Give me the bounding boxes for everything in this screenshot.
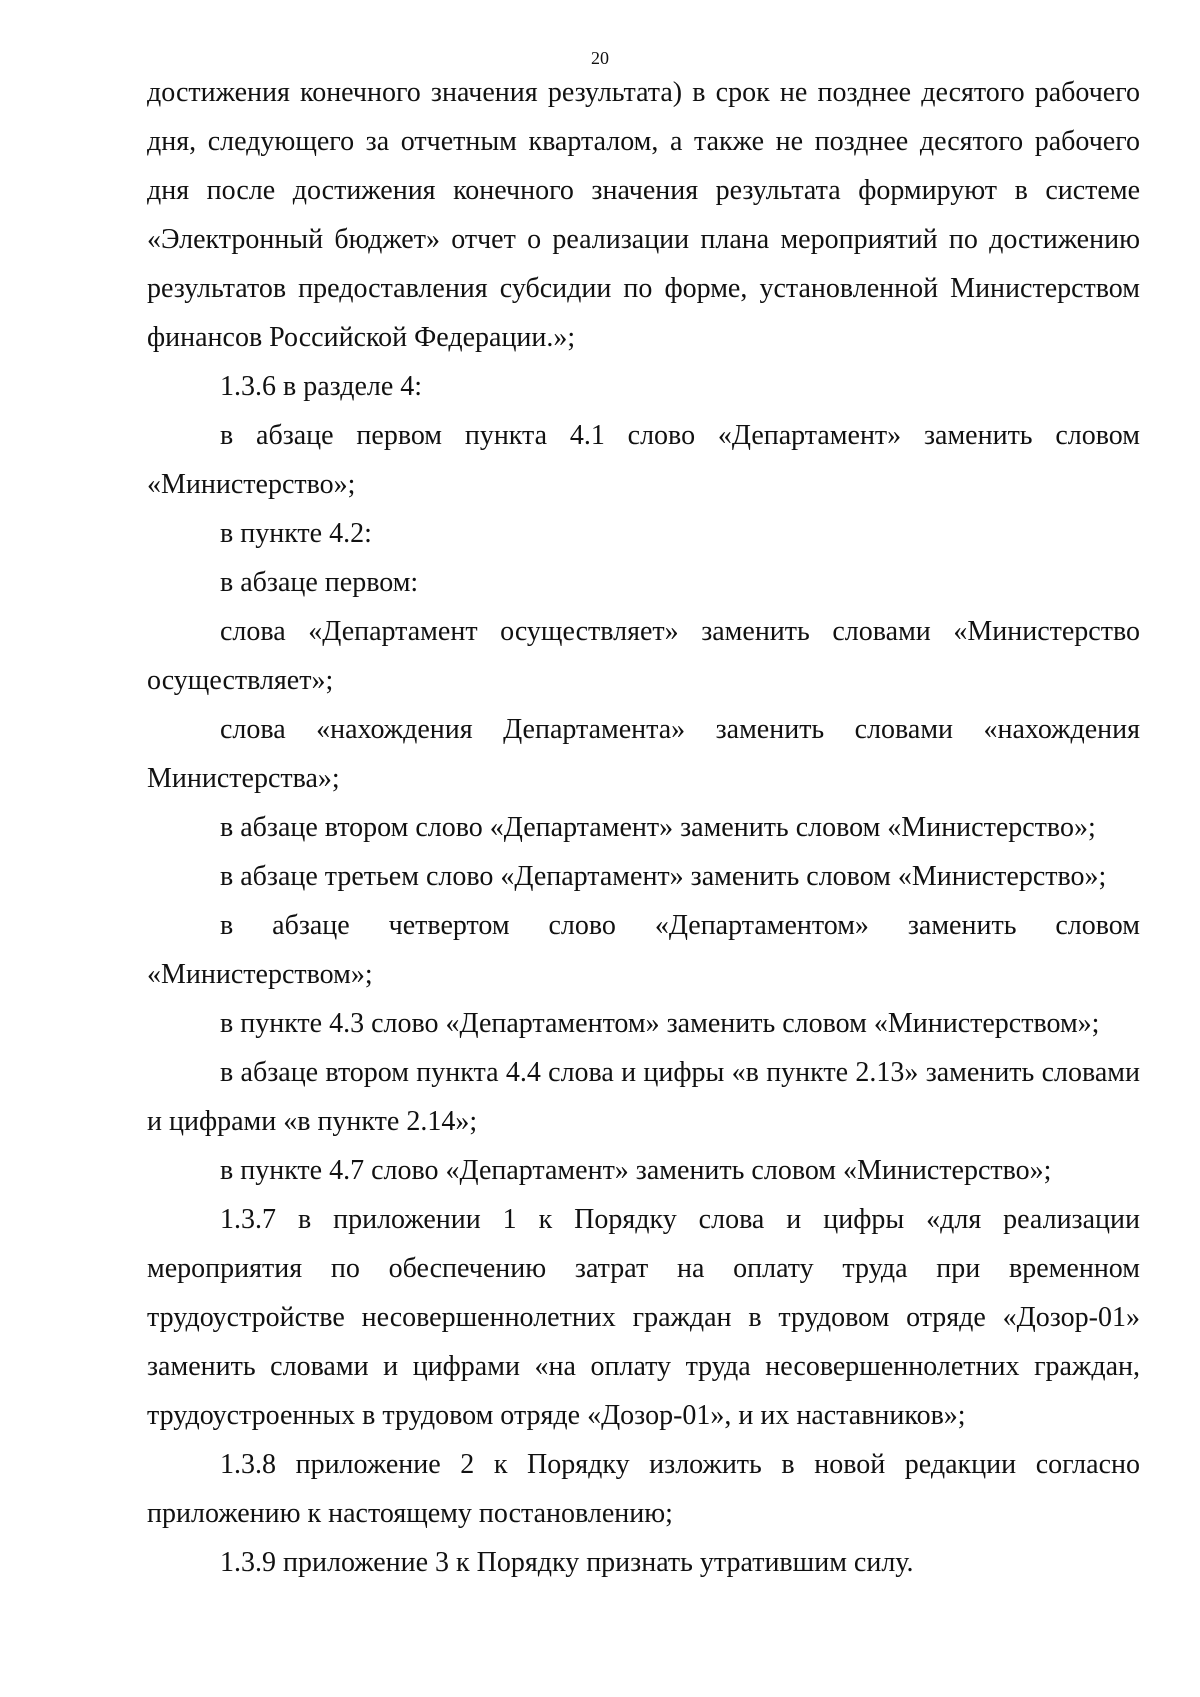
paragraph-third-abzac: в абзаце третьем слово «Департамент» заменить словом «Министерство»; [220, 861, 1107, 892]
page-number: 20 [591, 48, 609, 68]
paragraph-section-4-7: в пункте 4.7 слово «Департамент» заменить словом «Министерство»; [220, 1155, 1052, 1186]
paragraph-second-abzac: в абзаце втором слово «Департамент» заменить словом «Министерство»; [220, 812, 1096, 843]
paragraph-section-4-1: в абзаце первом пункта 4.1 слово «Департамент» заменить словом «Министерство»; [147, 420, 1140, 500]
paragraph-fourth-abzac: в абзаце четвертом слово «Департаментом» заменить словом «Министерством»; [147, 910, 1140, 990]
paragraph-words-nakhozhdeniya: слова «нахождения Департамента» заменить словами «нахождения Министерства»; [147, 714, 1140, 794]
paragraph-continuation: достижения конечного значения результата) в срок не позднее десятого рабочего дня, следующего за отчетным кварталом, а также не позднее десятого рабочего дня после достижения конечного значения результата формируют в системе «Электронный бюджет» отчет о реализации плана мероприятий по достижению результатов предоставления субсидии по форме, установленной Министерством финансов Российской Федерации.»; [147, 77, 1140, 353]
paragraph-section-4-2: в пункте 4.2: [220, 518, 372, 549]
document-body [147, 68, 1140, 1587]
paragraph-1-3-9: 1.3.9 приложение 3 к Порядку признать утратившим силу. [220, 1547, 914, 1578]
paragraph-1-3-7: 1.3.7 в приложении 1 к Порядку слова и цифры «для реализации мероприятия по обеспечению затрат на оплату труда при временном трудоустройстве несовершеннолетних граждан в трудовом отряде «Дозор-01» заменить словами и цифрами «на оплату труда несовершеннолетних граждан, трудоустроенных в трудовом отряде «Дозор-01», и их наставников»; [147, 1204, 1140, 1431]
paragraph-1-3-8: 1.3.8 приложение 2 к Порядку изложить в новой редакции согласно приложению к настоящему постановлению; [147, 1449, 1140, 1529]
paragraph-first-abzac: в абзаце первом: [220, 567, 419, 598]
paragraph-section-4-3: в пункте 4.3 слово «Департаментом» заменить словом «Министерством»; [220, 1008, 1100, 1039]
paragraph-section-4-4: в абзаце втором пункта 4.4 слова и цифры «в пункте 2.13» заменить словами и цифрами «в пункте 2.14»; [147, 1057, 1140, 1137]
paragraph-1-3-6: 1.3.6 в разделе 4: [220, 371, 423, 402]
paragraph-words-osushchestvlyaet: слова «Департамент осуществляет» заменить словами «Министерство осуществляет»; [147, 616, 1140, 696]
